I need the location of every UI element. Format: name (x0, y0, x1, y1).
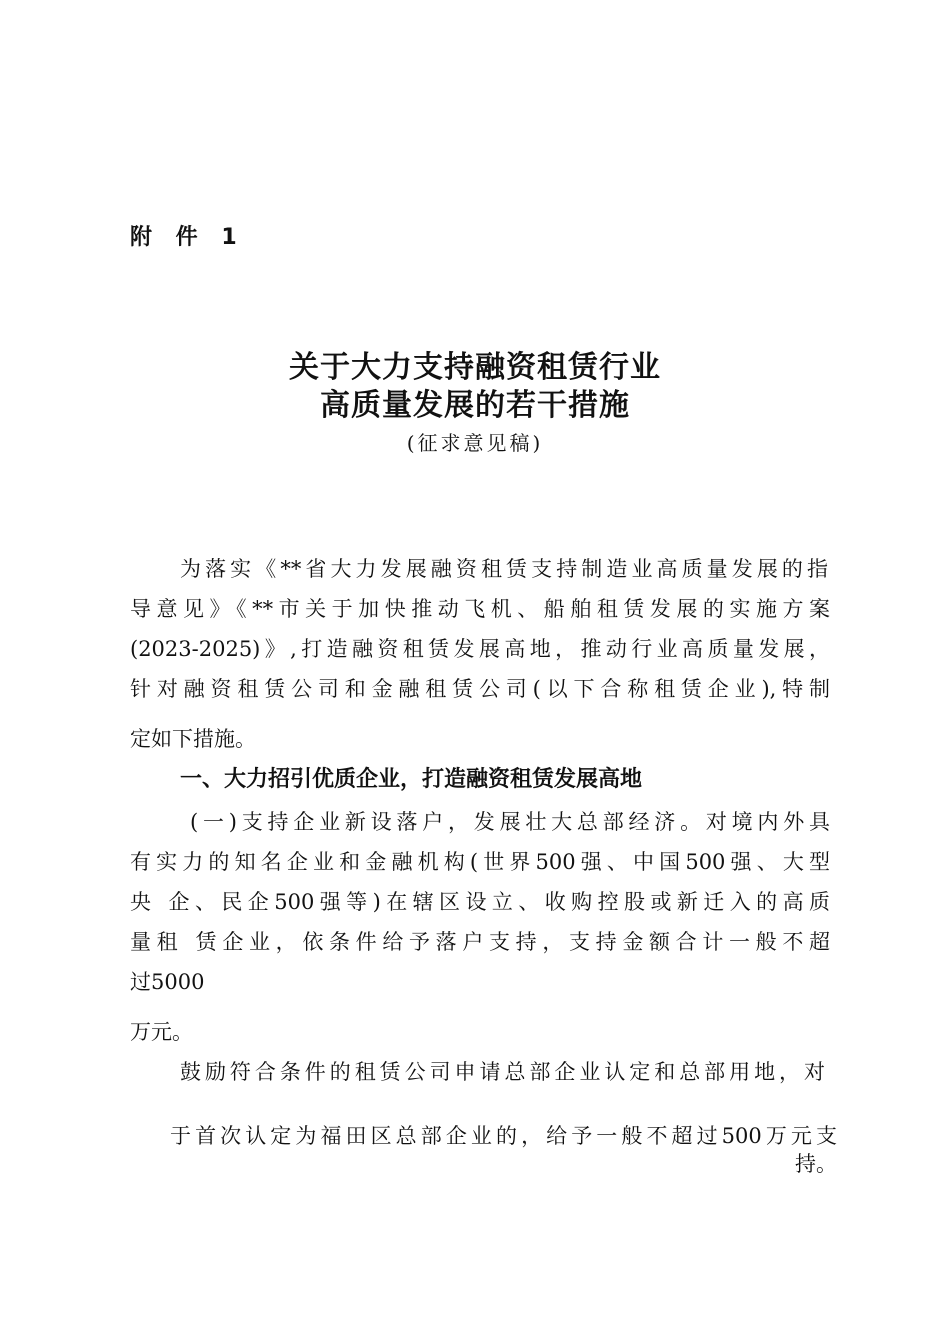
item1-line-1: (一)支持企业新设落户，发展壮大总部经济。对境内外具 (190, 810, 830, 834)
subtitle: (征求意见稿) (406, 431, 544, 455)
attachment-label: 附 件 1 (130, 225, 245, 250)
intro-line-1: 为落实《**省大力发展融资租赁支持制造业高质量发展的指 (180, 557, 828, 581)
title-line-2: 高质量发展的若干措施 (320, 388, 630, 423)
title-line-1: 关于大力支持融资租赁行业 (289, 350, 661, 385)
item1-line-4: 量租 赁企业，依条件给予落户支持，支持金额合计一般不超 (130, 930, 830, 954)
item1-para2-line-1: 鼓励符合条件的租赁公司申请总部企业认定和总部用地，对 (180, 1060, 825, 1084)
item1-para2-line-3: 持。 (795, 1152, 837, 1176)
intro-line-3: (2023-2025)》,打造融资租赁发展高地，推动行业高质量发展， (130, 637, 830, 661)
item1-line-2: 有实力的知名企业和金融机构(世界500强、中国500强、大型 (130, 850, 830, 874)
intro-line-4: 针对融资租赁公司和金融租赁公司(以下合称租赁企业),特制 (130, 677, 830, 701)
intro-line-2: 导意见》《**市关于加快推动飞机、船舶租赁发展的实施方案 (130, 597, 830, 621)
item1-para2-line-2: 于首次认定为福田区总部企业的，给予一般不超过500万元支 (170, 1124, 837, 1148)
section-heading: 一、大力招引优质企业，打造融资租赁发展高地 (180, 767, 643, 792)
intro-line-5: 定如下措施。 (130, 727, 256, 751)
item1-line-3: 央 企、民企500强等)在辖区设立、收购控股或新迁入的高质 (130, 890, 830, 914)
item1-line-6: 万元。 (130, 1020, 193, 1044)
item1-line-5: 过5000 (130, 970, 205, 994)
